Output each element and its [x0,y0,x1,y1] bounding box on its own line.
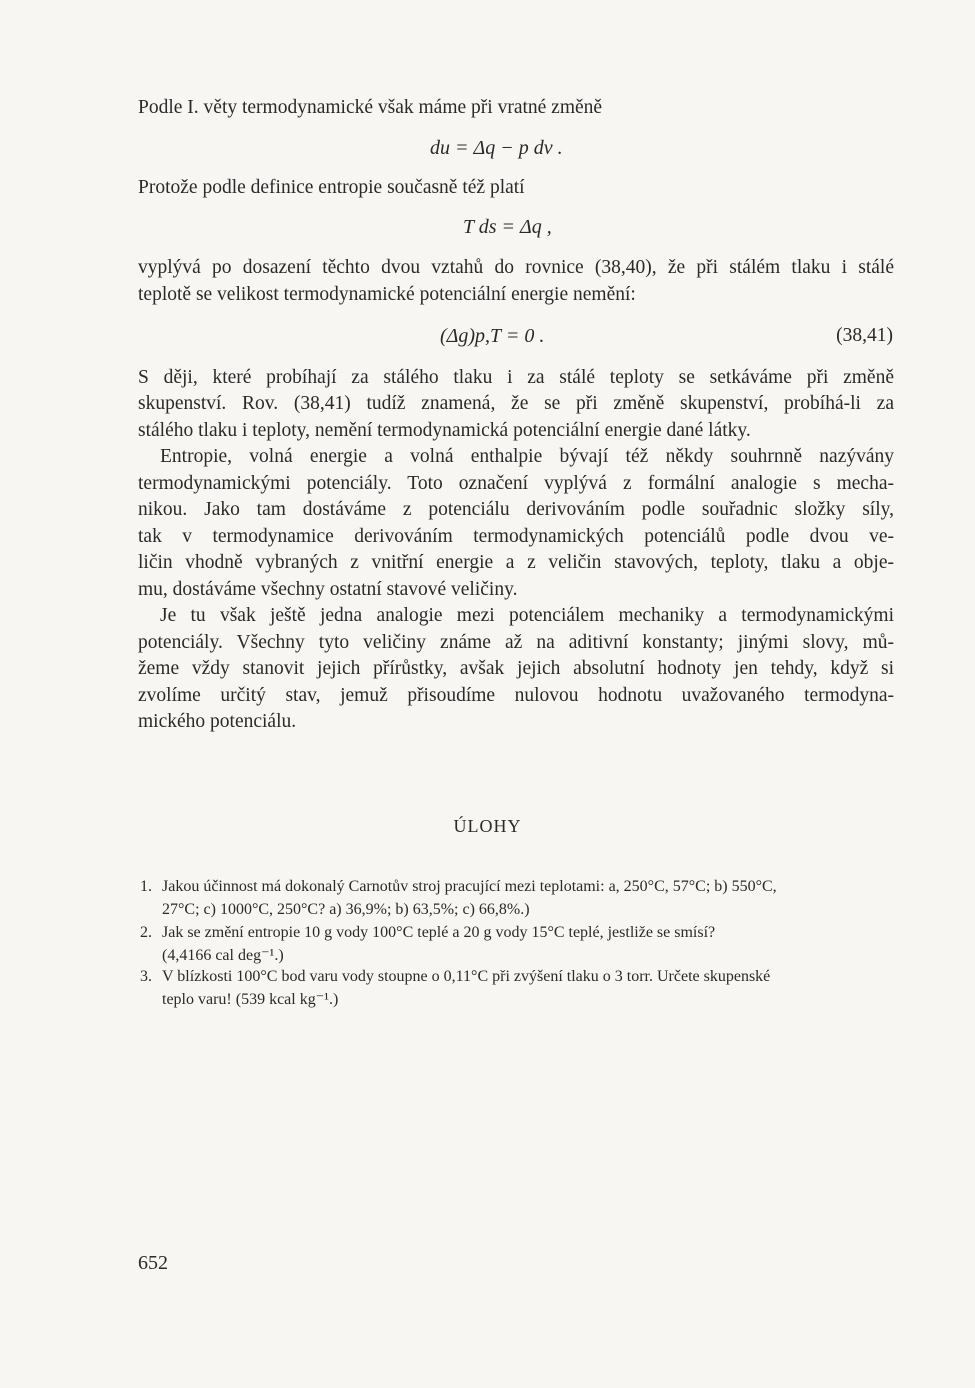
page-number: 652 [138,1252,168,1274]
task-number: 3. [140,968,152,985]
section-heading: ÚLOHY [453,816,522,836]
task-number: 2. [140,924,152,941]
equation-label: (38,41) [836,325,893,346]
task-text: V blízkosti 100°C bod varu vody stoupne o 0,11°C při zvýšení tlaku o 3 torr. Určete skupenské [162,968,771,985]
paragraph-line: mu, dostáváme všechny ostatní stavové veličiny. [138,579,518,600]
task-number: 1. [140,878,152,895]
consequence-line: teplotě se velikost termodynamické potenciální energie nemění: [138,284,636,305]
paragraph-line: nikou. Jako tam dostáváme z potenciálu derivováním podle souřadnic složky síly, [138,499,894,520]
paragraph-line: Entropie, volná energie a volná enthalpie bývají též někdy souhrnně nazývány [160,446,894,467]
consequence-line: vyplývá po dosazení těchto dvou vztahů do rovnice (38,40), že při stálém tlaku i stálé [138,257,894,278]
task-text: (4,4166 cal deg⁻¹.) [162,947,284,964]
paragraph-line: mického potenciálu. [138,711,297,732]
equation-potential: (Δg)p,T = 0 . [440,325,545,347]
paragraph-line: S ději, které probíhají za stálého tlaku i za stálé teploty se setkáváme při změně [138,367,894,388]
task-text: 27°C; c) 1000°C, 250°C? a) 36,9%; b) 63,5%; c) 66,8%.) [162,901,530,918]
paragraph-line: stálého tlaku i teploty, nemění termodynamická potenciální energie dané látky. [138,420,751,441]
equation-entropy: T ds = Δq , [463,216,552,238]
paragraph-line: zvolíme určitý stav, jemuž přisoudíme nulovou hodnotu uvažovaného termodyna- [138,685,894,706]
task-text: teplo varu! (539 kcal kg⁻¹.) [162,991,339,1008]
task-text: Jak se změní entropie 10 g vody 100°C teplé a 20 g vody 15°C teplé, jestliže se smísí? [162,924,716,941]
paragraph-line: skupenství. Rov. (38,41) tudíž znamená, že se při změně skupenství, probíhá-li za [138,393,894,414]
paragraph-line: žeme vždy stanovit jejich přírůstky, avšak jejich absolutní hodnoty jen tehdy, když si [138,658,894,679]
task-text: Jakou účinnost má dokonalý Carnotův stroj pracující mezi teplotami: a, 250°C, 57°C; b) 550°C, [162,878,777,895]
paragraph-line: Je tu však ještě jedna analogie mezi potenciálem mechaniky a termodynamickými [160,605,894,626]
paragraph-line: termodynamickými potenciály. Toto označení vyplývá z formální analogie s mecha- [138,473,894,494]
paragraph-line: ličin vhodně vybraných z vnitřní energie a z veličin stavových, teploty, tlaku a obje- [138,552,894,573]
definition-line: Protože podle definice entropie současně též platí [138,177,525,198]
intro-line: Podle I. věty termodynamické však máme při vratné změně [138,97,603,118]
paragraph-line: potenciály. Všechny tyto veličiny známe až na aditivní konstanty; jinými slovy, mů- [138,632,894,653]
equation-du: du = Δq − p dv . [430,137,563,159]
paragraph-line: tak v termodynamice derivováním termodynamických potenciálů podle dvou ve- [138,526,894,547]
